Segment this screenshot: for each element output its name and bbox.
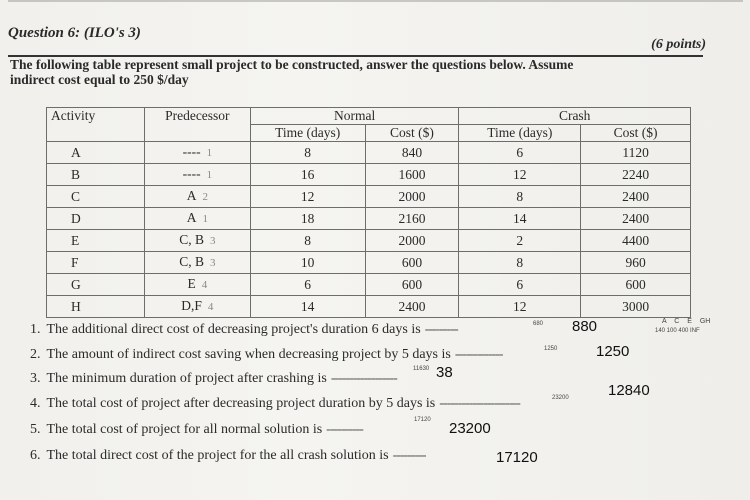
normal-time-cell: 16 [250,164,365,186]
table-row [47,296,691,318]
normal-time-cell: 12 [250,186,365,208]
normal-cost-cell: 2000 [365,230,459,252]
normal-time-cell: 14 [250,296,365,318]
question-text: The amount of indirect cost saving when decreasing project by 5 days is [46,347,451,362]
question-item [30,371,397,387]
normal-cost-cell: 2000 [365,186,459,208]
question-text: The total cost of project after decreasing project duration by 5 days is [46,396,436,411]
table-row [47,186,691,208]
handwritten-answer: 38 [436,364,453,381]
crash-time-cell: 12 [459,296,581,318]
handwritten-mark: 3 [209,257,216,269]
page-top-edge [8,0,743,2]
activity-table [46,107,691,318]
answer-blank: ---------- [326,422,363,437]
question-item [30,347,502,363]
question-number: 4. [30,396,41,411]
table-row [47,274,691,296]
normal-cost-cell: 2160 [365,208,459,230]
activity-cell: H [47,296,145,318]
crash-cost-cell: 1120 [581,142,691,164]
handwritten-mark: 2 [202,191,208,203]
normal-time-cell: 8 [250,142,365,164]
answer-blank: ------------------ [330,371,397,386]
question-intro [10,57,710,87]
activity-cell: C [47,186,145,208]
predecessor-cell: ---- 1 [144,164,250,186]
question-item [30,322,458,338]
question-text: The additional direct cost of decreasing project's duration 6 days is [46,322,421,337]
answer-blank: ---------------------- [439,396,520,411]
crash-time-cell: 12 [459,164,581,186]
handwritten-mark: 4 [207,301,214,313]
normal-time-cell: 8 [250,230,365,252]
activity-cell: G [47,274,145,296]
answer-blank: --------- [424,322,458,337]
handwritten-answer: 17120 [496,449,538,466]
normal-cost-cell: 600 [365,252,459,274]
predecessor-cell: ---- 1 [144,142,250,164]
handwritten-answer: 23200 [449,420,491,437]
crash-time-cell: 6 [459,142,581,164]
predecessor-cell: C, B 3 [144,230,250,252]
question-text: The total cost of project for all normal solution is [46,422,323,437]
question-number: 5. [30,422,41,437]
answer-blank: --------- [392,448,426,463]
handwritten-note: 680 [533,321,544,327]
header-normal: Normal [250,108,459,125]
activity-cell: D [47,208,145,230]
handwritten-answer: 880 [572,318,598,335]
header-activity: Activity [47,108,145,125]
normal-time-cell: 6 [250,274,365,296]
handwritten-note: 1250 [544,346,558,352]
handwritten-mark: 1 [202,213,208,225]
question-title: Question 6: (ILO's 3) [8,25,141,41]
crash-cost-cell: 600 [581,274,691,296]
activity-cell: A [47,142,145,164]
crash-time-cell: 6 [459,274,581,296]
normal-cost-cell: 2400 [365,296,459,318]
header-normal-time: Time (days) [250,125,365,142]
intro-line-1: The following table represent small project to be constructed, answer the questions below. Assume [10,57,574,72]
table-row [47,230,691,252]
question-text: The total direct cost of the project for the all crash solution is [46,448,389,463]
header-crash: Crash [459,108,691,125]
handwritten-mark: 1 [206,147,213,159]
header-normal-cost: Cost ($) [365,125,459,142]
predecessor-cell: C, B 3 [144,252,250,274]
question-number: 6. [30,448,41,463]
handwritten-answer: 1250 [596,343,630,360]
table-row [47,252,691,274]
table-row [47,208,691,230]
crash-time-cell: 8 [459,186,581,208]
answer-blank: ------------- [454,347,503,362]
crash-cost-cell: 4400 [581,230,691,252]
question-points: (6 points) [651,37,706,52]
question-text: The minimum duration of project after crashing is [46,371,327,386]
crash-time-cell: 14 [459,208,581,230]
predecessor-cell: D,F 4 [144,296,250,318]
question-item [30,448,426,464]
handwritten-mark: 1 [206,169,213,181]
crash-cost-cell: 3000 [581,296,691,318]
activity-cell: B [47,164,145,186]
intro-line-2: indirect cost equal to 250 $/day [10,72,189,87]
crash-cost-cell: 960 [581,252,691,274]
handwritten-answer: 12840 [608,382,650,399]
predecessor-cell: A 1 [144,208,250,230]
question-item [30,396,520,412]
activity-cell: F [47,252,145,274]
header-predecessor: Predecessor [144,108,250,125]
crash-time-cell: 2 [459,230,581,252]
normal-cost-cell: 840 [365,142,459,164]
handwritten-note: 23200 [552,395,569,401]
normal-cost-cell: 600 [365,274,459,296]
predecessor-cell: A 2 [144,186,250,208]
handwritten-mark: 3 [209,235,216,247]
predecessor-cell: E 4 [144,274,250,296]
normal-time-cell: 10 [250,252,365,274]
question-number: 3. [30,371,41,386]
question-number: 2. [30,347,41,362]
handwritten-note: 17120 [414,417,431,423]
header-crash-cost: Cost ($) [581,125,691,142]
table-row [47,164,691,186]
question-item [30,422,363,438]
annotation-values: 140 100 400 INF [655,328,700,334]
crash-cost-cell: 2400 [581,186,691,208]
annotation-letters: A C E GH [662,318,711,325]
normal-time-cell: 18 [250,208,365,230]
activity-cell: E [47,230,145,252]
question-number: 1. [30,322,41,337]
crash-cost-cell: 2400 [581,208,691,230]
header-predecessor-blank [144,125,250,142]
header-activity-blank [47,125,145,142]
normal-cost-cell: 1600 [365,164,459,186]
header-crash-time: Time (days) [459,125,581,142]
table-row [47,142,691,164]
handwritten-mark: 4 [201,279,208,291]
crash-time-cell: 8 [459,252,581,274]
crash-cost-cell: 2240 [581,164,691,186]
handwritten-note: 11630 [413,366,430,372]
